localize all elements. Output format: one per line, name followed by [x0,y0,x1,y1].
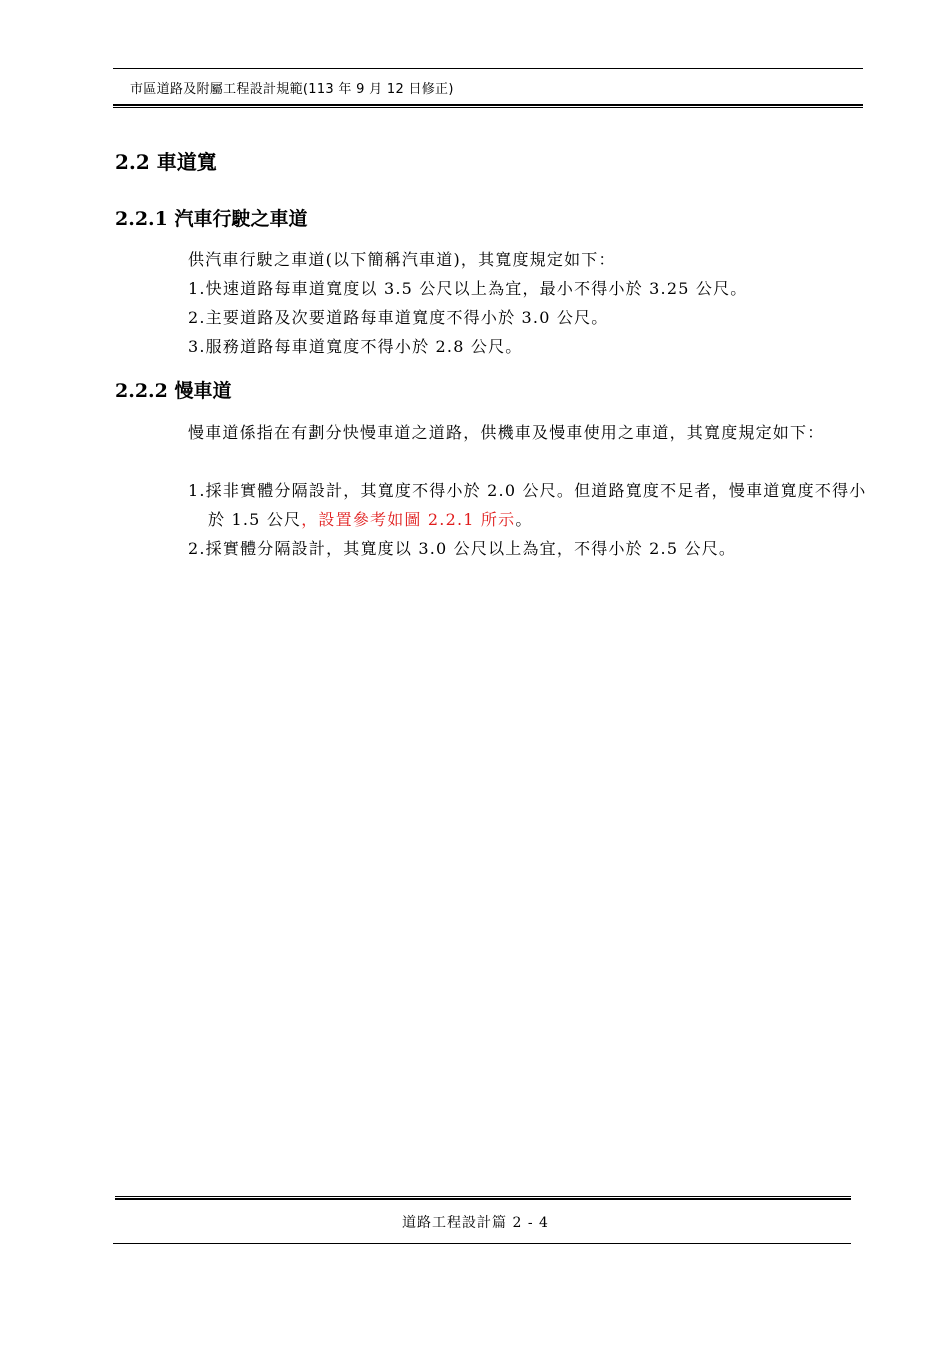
header-bottom-rule-thick [113,104,863,106]
section-heading: 2.2 車道寬 [115,150,217,174]
subsection-2-item-2: 2.採實體分隔設計，其寬度以 3.0 公尺以上為宜，不得小於 2.5 公尺。 [188,539,737,558]
subsection-1-item-2: 2.主要道路及次要道路每車道寬度不得小於 3.0 公尺。 [188,308,609,327]
subsection-1-item-1: 1.快速道路每車道寬度以 3.5 公尺以上為宜，最小不得小於 3.25 公尺。 [188,279,748,298]
subsection-heading-2-2-2: 2.2.2 慢車道 [115,380,232,402]
header-bottom-rule-thin [113,107,863,108]
header-top-rule [113,68,863,69]
footer-top-rule-thick [115,1198,851,1200]
subsection-1-item-3: 3.服務道路每車道寬度不得小於 2.8 公尺。 [188,337,523,356]
subsection-2-item-1-end: 。 [515,510,533,529]
subsection-1-intro: 供汽車行駛之車道(以下簡稱汽車道)，其寬度規定如下： [188,250,616,269]
page-number-label: 道路工程設計篇 2 - 4 [402,1215,549,1231]
subsection-2-item-1 [188,476,876,534]
document-header-title: 市區道路及附屬工程設計規範(113 年 9 月 12 日修正) [130,82,454,97]
subsection-2-item-1-text: 1.採非實體分隔設計，其寬度不得小於 2.0 公尺。但道路寬度不足者，慢車道寬度不得小於 1.5 公尺 [188,481,867,529]
footer-top-rule-thin [115,1196,851,1197]
footer-bottom-rule [113,1243,851,1244]
subsection-2-intro: 慢車道係指在有劃分快慢車道之道路，供機車及慢車使用之車道，其寬度規定如下： [188,423,825,442]
figure-reference-text: ，設置參考如圖 2.2.1 所示 [301,510,516,529]
subsection-heading-2-2-1: 2.2.1 汽車行駛之車道 [115,208,308,230]
